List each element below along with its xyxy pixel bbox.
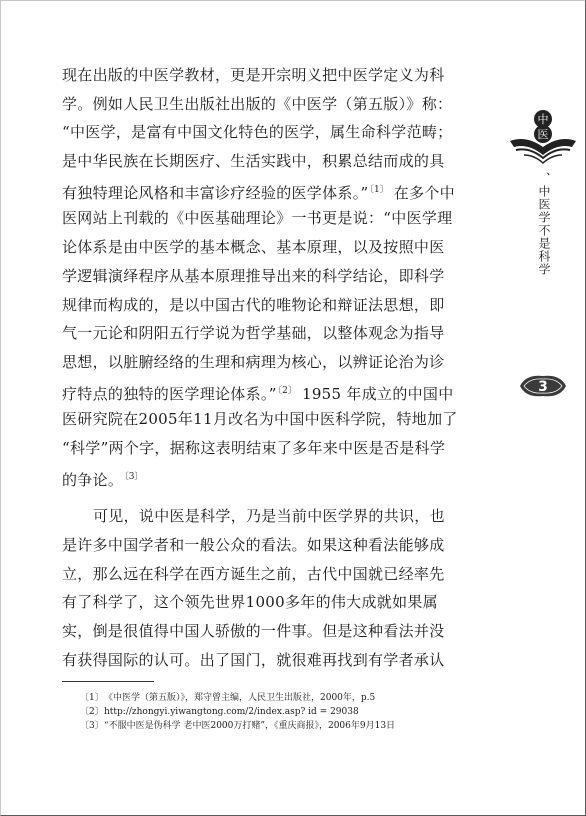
text-segment: 的争论。: [62, 470, 124, 489]
footnote-marker: 〔1〕: [80, 693, 104, 703]
text-line: 规律而构成的，是以中国古代的唯物论和辩证法思想，即: [62, 295, 445, 314]
footnote-item: [80, 719, 400, 733]
text-line: “科学”两个字，据称这表明结束了多年来中医是否是科学: [62, 438, 446, 457]
footnote-item: [80, 691, 400, 705]
text-line: [62, 377, 454, 406]
footnote-marker: 〔3〕: [80, 721, 104, 731]
text-line: 气一元论和阴阳五行学说为哲学基础，以整体观念为指导: [62, 324, 445, 343]
footnote-marker: 〔2〕: [80, 707, 104, 717]
text-segment: 疗特点的独特的医学理论体系。”: [62, 384, 277, 403]
text-line: 思想，以脏腑经络的生理和病理为核心，以辨证论治为诊: [62, 352, 445, 371]
page-number-badge: [516, 371, 570, 401]
text-line: 立，那么远在科学在西方诞生之前，古代中国就已经率先: [62, 564, 445, 583]
footnote-ref-3[interactable]: 〔3〕: [124, 471, 144, 482]
text-line: 论体系是由中医学的基本概念、基本原理，以及按照中医: [62, 238, 445, 257]
page-number: 3: [538, 379, 548, 395]
chapter-title: 、中医学不是科学: [537, 172, 551, 276]
text-line: 现在出版的中医学教材，更是开宗明义把中医学定义为科: [62, 66, 445, 84]
text-segment: 有独特理论风格和丰富诊疗经验的医学体系。”: [62, 183, 369, 202]
text-line: 医网站上刊载的《中医基础理论》一书更是说：“中医学理: [62, 209, 453, 228]
text-line: [62, 463, 442, 492]
text-line: 是中华民族在长期医疗、生活实践中，积累总结而成的具: [62, 152, 445, 171]
text-segment: 1955 年成立的中国中: [296, 384, 454, 403]
footnote-ref-2[interactable]: 〔2〕: [277, 385, 297, 396]
zhongyi-emblem-icon: [506, 95, 580, 167]
main-text: [62, 61, 458, 674]
text-line: [62, 176, 455, 205]
text-line: 有获得国际的认可。出了国门，就很难再找到有学者承认: [62, 650, 445, 669]
footnote-link[interactable]: http://zhongyi.yiwangtong.com/2/index.asp? id = 29038: [104, 707, 359, 717]
text-line: 可见，说中医是科学，乃是当前中医学界的共识，也: [93, 507, 445, 526]
footnote-item: [80, 705, 400, 719]
footnote-divider: [62, 681, 154, 682]
paragraph-gap: [62, 491, 442, 502]
text-line: “中医学，是富有中国文化特色的医学，属生命科学范畴；: [62, 123, 453, 142]
footnote-text: 《中医学（第五版）》，郑守曾主编，人民卫生出版社，2000年，p.5: [104, 693, 376, 703]
text-line: 学。例如人民卫生出版社出版的《中医学（第五版）》称：: [62, 94, 453, 113]
text-line: 学逻辑演绎程序从基本原理推导出来的科学结论，即科学: [62, 266, 445, 285]
footnote-text: “不服中医是伪科学 老中医2000万打赌”，《重庆商报》，2006年9月13日: [104, 721, 396, 731]
text-line: 有了科学了，这个领先世界1000多年的伟大成就如果属: [62, 593, 438, 612]
text-line: 实，倒是很值得中国人骄傲的一件事。但是这种看法并没: [62, 622, 445, 641]
footnote-ref-1[interactable]: 〔1〕: [369, 184, 389, 195]
text-line: 医研究院在2005年11月改名为中国中医科学院，特地加了: [62, 410, 458, 429]
emblem-char-2: 医: [537, 128, 549, 141]
text-line: 是许多中国学者和一般公众的看法。如果这种看法能够成: [62, 536, 445, 554]
emblem-char-1: 中: [537, 113, 549, 126]
text-segment: 在多个中: [388, 183, 455, 202]
footnotes: [80, 691, 400, 733]
chapter-sidebar: [500, 0, 586, 816]
